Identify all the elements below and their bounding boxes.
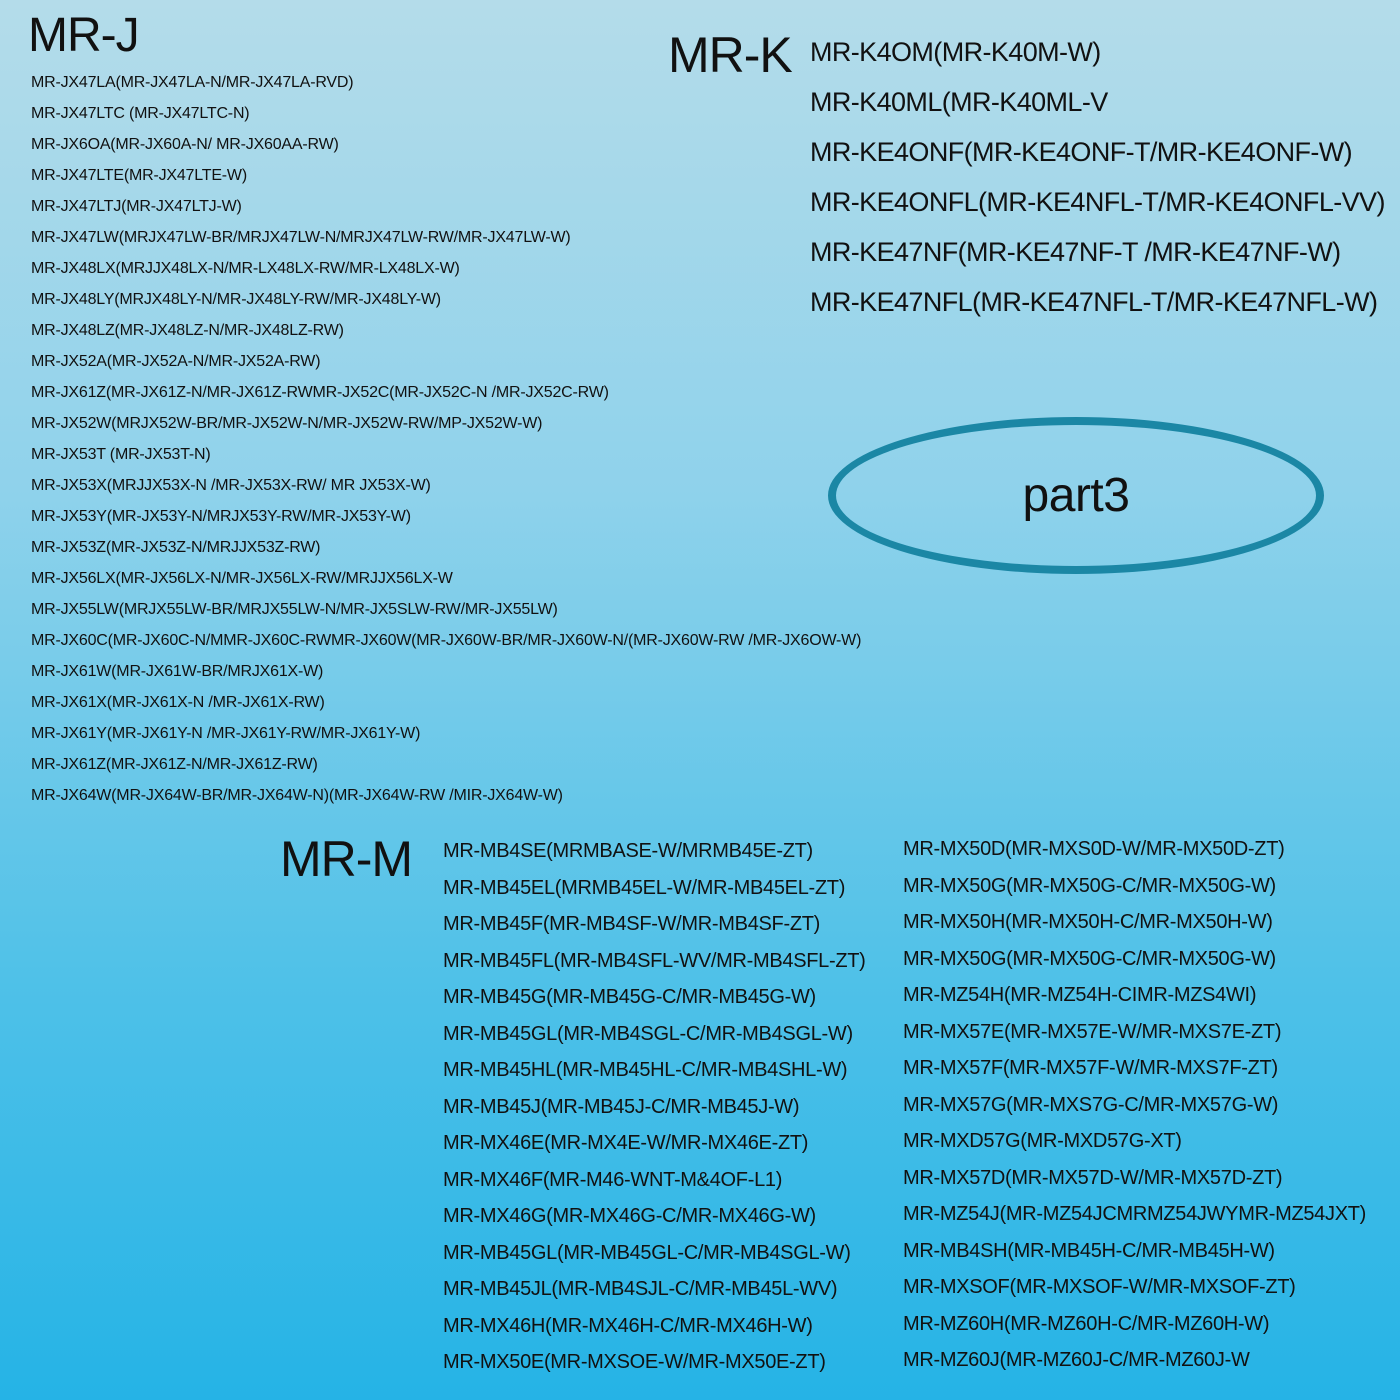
mr-m-model-item: MR-MXSOF(MR-MXSOF-W/MR-MXSOF-ZT) [903, 1276, 1296, 1298]
mr-m-model-item: MR-MX57E(MR-MX57E-W/MR-MXS7E-ZT) [903, 1020, 1282, 1043]
mr-m-model-item: MR-MX57G(MR-MXS7G-C/MR-MX57G-W) [903, 1093, 1279, 1116]
mr-j-model-item: MR-JX47LTJ(MR-JX47LTJ-W) [31, 198, 242, 215]
mr-j-model-item: MR-JX61Z(MR-JX61Z-N/MR-JX61Z-RWMR-JX52C(MR-JX52C-N /MR-JX52C-RW) [31, 384, 609, 401]
mr-m-model-item: MR-MB45GL(MR-MB4SGL-C/MR-MB4SGL-W) [443, 1022, 853, 1045]
mr-m-model-item: MR-MB45F(MR-MB4SF-W/MR-MB4SF-ZT) [443, 913, 821, 935]
mr-m-model-item: MR-MB4SH(MR-MB45H-C/MR-MB45H-W) [903, 1239, 1275, 1262]
mr-m-model-list-column-2 [903, 834, 1398, 1382]
mr-j-model-item: MR-JX53X(MRJJX53X-N /MR-JX53X-RW/ MR JX53X-W) [31, 477, 431, 494]
mr-m-model-item: MR-MX57D(MR-MX57D-W/MR-MX57D-ZT) [903, 1166, 1283, 1189]
mr-j-model-item: MR-JX61W(MR-JX61W-BR/MRJX61X-W) [31, 663, 324, 680]
mr-m-model-item: MR-MB4SE(MRMBASE-W/MRMB45E-ZT) [443, 840, 813, 862]
mr-k-model-item: MR-KE4ONF(MR-KE4ONF-T/MR-KE4ONF-W) [810, 137, 1353, 167]
mr-k-model-item: MR-K40ML(MR-K40ML-V [810, 87, 1108, 117]
mr-m-model-item: MR-MB45J(MR-MB45J-C/MR-MB45J-W) [443, 1095, 800, 1118]
mr-k-model-item: MR-KE4ONFL(MR-KE4NFL-T/MR-KE4ONFL-VV) [810, 187, 1385, 217]
mr-m-model-item: MR-MXD57G(MR-MXD57G-XT) [903, 1130, 1182, 1152]
mr-m-model-item: MR-MB45JL(MR-MB4SJL-C/MR-MB45L-WV) [443, 1278, 838, 1300]
mr-j-model-item: MR-JX61Z(MR-JX61Z-N/MR-JX61Z-RW) [31, 756, 318, 773]
mr-j-model-item: MR-JX55LW(MRJX55LW-BR/MRJX55LW-N/MR-JX5SLW-RW/MR-JX55LW) [31, 601, 558, 618]
mr-k-model-item: MR-KE47NF(MR-KE47NF-T /MR-KE47NF-W) [810, 237, 1341, 267]
mr-m-model-item: MR-MX50G(MR-MX50G-C/MR-MX50G-W) [903, 947, 1276, 970]
mr-k-heading: MR-K [668, 27, 792, 83]
mr-j-model-item: MR-JX52W(MRJX52W-BR/MR-JX52W-N/MR-JX52W-RW/MP-JX52W-W) [31, 415, 543, 432]
mr-m-model-item: MR-MX57F(MR-MX57F-W/MR-MXS7F-ZT) [903, 1057, 1278, 1079]
mr-j-heading: MR-J [28, 9, 139, 62]
mr-m-model-item: MR-MB45HL(MR-MB45HL-C/MR-MB4SHL-W) [443, 1059, 848, 1081]
mr-m-model-item: MR-MZ60J(MR-MZ60J-C/MR-MZ60J-W [903, 1349, 1250, 1371]
mr-j-model-item: MR-JX53Y(MR-JX53Y-N/MRJX53Y-RW/MR-JX53Y-W) [31, 508, 411, 525]
mr-j-model-item: MR-JX53Z(MR-JX53Z-N/MRJJX53Z-RW) [31, 539, 321, 556]
mr-j-model-item: MR-JX48LZ(MR-JX48LZ-N/MR-JX48LZ-RW) [31, 322, 344, 339]
mr-j-model-item: MR-JX64W(MR-JX64W-BR/MR-JX64W-N)(MR-JX64W-RW /MIR-JX64W-W) [31, 787, 563, 804]
mr-j-model-item: MR-JX56LX(MR-JX56LX-N/MR-JX56LX-RW/MRJJX56LX-W [31, 570, 453, 587]
mr-m-model-item: MR-MX50H(MR-MX50H-C/MR-MX50H-W) [903, 911, 1273, 933]
mr-m-model-item: MR-MX46E(MR-MX4E-W/MR-MX46E-ZT) [443, 1132, 809, 1154]
mr-m-model-item: MR-MB45G(MR-MB45G-C/MR-MB45G-W) [443, 986, 816, 1008]
mr-j-model-item: MR-JX60C(MR-JX60C-N/MMR-JX60C-RWMR-JX60W(MR-JX60W-BR/MR-JX60W-N/(MR-JX60W-RW /MR-JX6OW-W) [31, 632, 862, 649]
mr-j-model-item: MR-JX47LTE(MR-JX47LTE-W) [31, 167, 247, 184]
mr-m-model-list-column-1 [443, 836, 893, 1384]
part-badge-label: part3 [1022, 469, 1130, 522]
mr-m-model-item: MR-MX50E(MR-MXSOE-W/MR-MX50E-ZT) [443, 1351, 826, 1373]
mr-j-model-item: MR-JX61Y(MR-JX61Y-N /MR-JX61Y-RW/MR-JX61Y-W) [31, 725, 421, 742]
mr-m-model-item: MR-MX46H(MR-MX46H-C/MR-MX46H-W) [443, 1314, 813, 1337]
mr-j-model-item: MR-JX6OA(MR-JX60A-N/ MR-JX60AA-RW) [31, 136, 339, 153]
mr-m-model-item: MR-MX46F(MR-M46-WNT-M&4OF-L1) [443, 1168, 783, 1191]
mr-j-model-item: MR-JX47LW(MRJX47LW-BR/MRJX47LW-N/MRJX47LW-RW/MR-JX47LW-W) [31, 229, 571, 246]
mr-m-model-item: MR-MZ54J(MR-MZ54JCMRMZ54JWYMR-MZ54JXT) [903, 1203, 1367, 1225]
mr-m-model-item: MR-MB45EL(MRMB45EL-W/MR-MB45EL-ZT) [443, 876, 846, 899]
mr-k-model-item: MR-K4OM(MR-K40M-W) [810, 37, 1101, 67]
mr-m-model-item: MR-MB45FL(MR-MB4SFL-WV/MR-MB4SFL-ZT) [443, 949, 866, 972]
mr-m-model-item: MR-MX46G(MR-MX46G-C/MR-MX46G-W) [443, 1205, 816, 1227]
mr-j-model-item: MR-JX52A(MR-JX52A-N/MR-JX52A-RW) [31, 353, 321, 370]
mr-j-model-item: MR-JX53T (MR-JX53T-N) [31, 446, 211, 463]
mr-j-model-item: MR-JX47LA(MR-JX47LA-N/MR-JX47LA-RVD) [31, 74, 354, 91]
mr-j-model-item: MR-JX47LTC (MR-JX47LTC-N) [31, 105, 250, 122]
mr-m-heading: MR-M [280, 831, 413, 887]
mr-k-model-list [810, 33, 1400, 333]
mr-j-model-item: MR-JX61X(MR-JX61X-N /MR-JX61X-RW) [31, 694, 325, 711]
mr-m-model-item: MR-MX50G(MR-MX50G-C/MR-MX50G-W) [903, 874, 1276, 897]
mr-m-model-item: MR-MZ60H(MR-MZ60H-C/MR-MZ60H-W) [903, 1312, 1270, 1335]
mr-j-model-item: MR-JX48LX(MRJJX48LX-N/MR-LX48LX-RW/MR-LX48LX-W) [31, 260, 460, 277]
mr-m-model-item: MR-MB45GL(MR-MB45GL-C/MR-MB4SGL-W) [443, 1241, 851, 1264]
part-badge-oval [828, 417, 1324, 574]
mr-j-model-item: MR-JX48LY(MRJX48LY-N/MR-JX48LY-RW/MR-JX48LY-W) [31, 291, 441, 308]
mr-k-model-item: MR-KE47NFL(MR-KE47NFL-T/MR-KE47NFL-W) [810, 287, 1378, 317]
mr-m-model-item: MR-MX50D(MR-MXS0D-W/MR-MX50D-ZT) [903, 838, 1285, 860]
mr-m-model-item: MR-MZ54H(MR-MZ54H-CIMR-MZS4WI) [903, 984, 1257, 1006]
